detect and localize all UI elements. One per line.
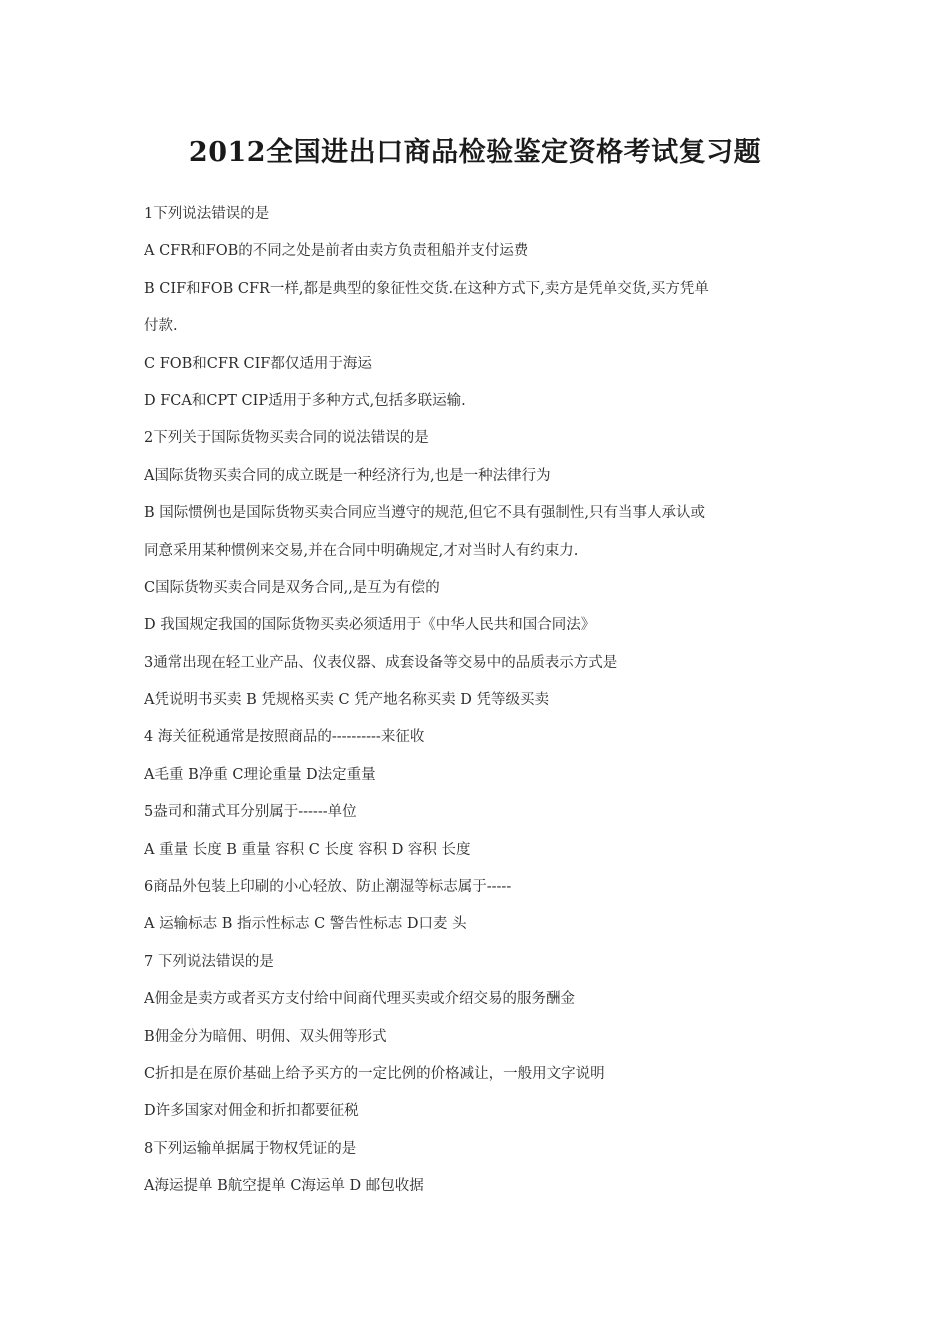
text-line: A CFR和FOB的不同之处是前者由卖方负责租船并支付运费	[144, 243, 529, 260]
question-list	[144, 196, 814, 1206]
text-line: B CIF和FOB CFR一样,都是典型的象征性交货.在这种方式下,卖方是凭单交货,买方凭单	[144, 280, 709, 297]
text-line: 8下列运输单据属于物权凭证的是	[144, 1140, 357, 1157]
text-line: B佣金分为暗佣、明佣、双头佣等形式	[144, 1028, 387, 1045]
text-line: 6商品外包装上印刷的小心轻放、防止潮湿等标志属于-----	[144, 879, 512, 896]
text-line: 4 海关征税通常是按照商品的----------来征收	[144, 729, 425, 746]
text-line: A 运输标志 B 指示性标志 C 警告性标志 D口麦 头	[144, 916, 467, 933]
text-line: A佣金是卖方或者买方支付给中间商代理买卖或介绍交易的服务酬金	[144, 991, 575, 1008]
text-line: A毛重 B净重 C理论重量 D法定重量	[144, 766, 376, 783]
text-line: D FCA和CPT CIP适用于多种方式,包括多联运输.	[144, 392, 466, 409]
text-line: A海运提单 B航空提单 C海运单 D 邮包收据	[144, 1178, 424, 1195]
text-line: A凭说明书买卖 B 凭规格买卖 C 凭产地名称买卖 D 凭等级买卖	[144, 692, 549, 709]
text-line: A国际货物买卖合同的成立既是一种经济行为,也是一种法律行为	[144, 467, 551, 484]
text-line: C折扣是在原价基础上给予买方的一定比例的价格减让，一般用文字说明	[144, 1065, 605, 1082]
text-line: 付款.	[144, 318, 178, 335]
text-line: 2下列关于国际货物买卖合同的说法错误的是	[144, 430, 429, 447]
text-line: B 国际惯例也是国际货物买卖合同应当遵守的规范,但它不具有强制性,只有当事人承认或	[144, 505, 705, 522]
text-line: 1下列说法错误的是	[144, 206, 270, 222]
text-line: D许多国家对佣金和折扣都要征税	[144, 1103, 359, 1120]
text-line: 3通常出现在轻工业产品、仪表仪器、成套设备等交易中的品质表示方式是	[144, 654, 618, 671]
text-line: 5盎司和蒲式耳分别属于------单位	[144, 804, 357, 821]
text-line: A 重量 长度 B 重量 容积 C 长度 容积 D 容积 长度	[144, 841, 471, 858]
text-line: D 我国规定我国的国际货物买卖必须适用于《中华人民共和国合同法》	[144, 617, 596, 634]
text-line: C FOB和CFR CIF都仅适用于海运	[144, 355, 372, 372]
page-title: 2012全国进出口商品检验鉴定资格考试复习题	[188, 137, 762, 168]
text-line: 同意采用某种惯例来交易,并在合同中明确规定,才对当时人有约束力.	[144, 542, 579, 559]
text-line: 7 下列说法错误的是	[144, 953, 274, 970]
text-line: C国际货物买卖合同是双务合同,,是互为有偿的	[144, 579, 440, 596]
